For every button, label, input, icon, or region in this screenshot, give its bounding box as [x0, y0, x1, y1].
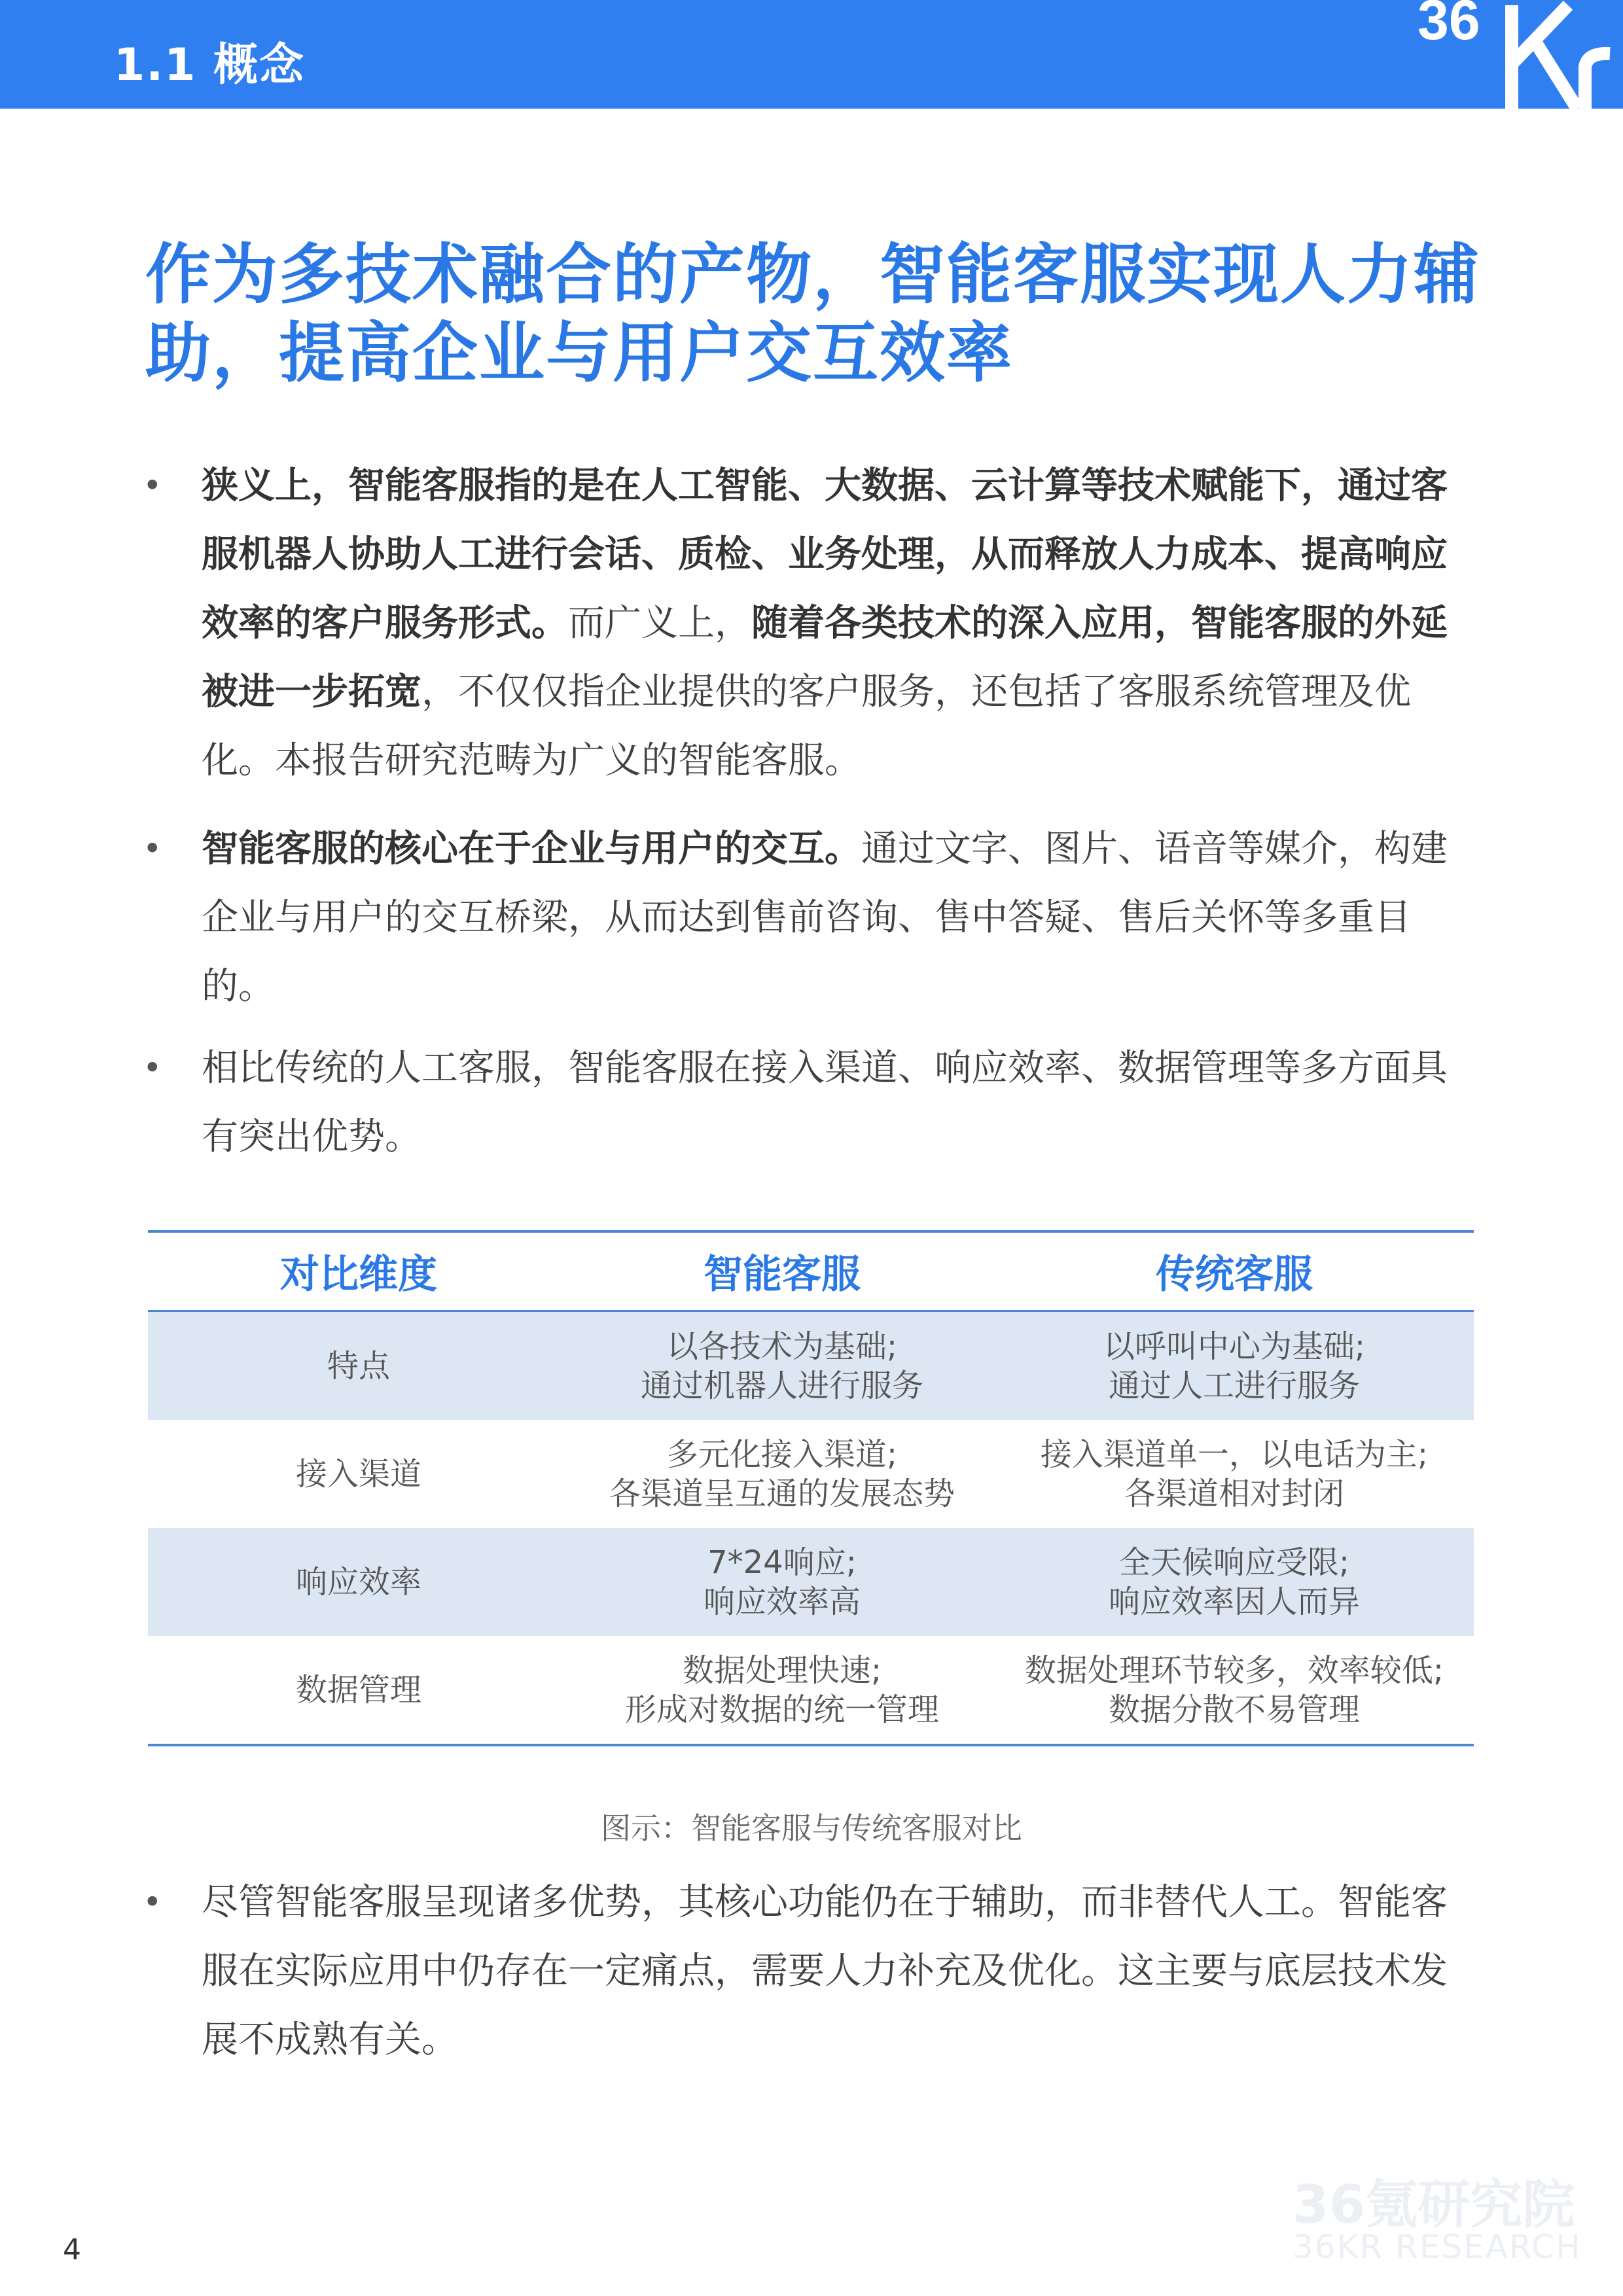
comparison-table: [148, 1230, 1474, 1746]
table-header-row: [148, 1233, 1474, 1310]
page-title: 作为多技术融合的产物，智能客服实现人力辅 助，提高企业与用户交互效率: [145, 236, 1480, 391]
bullet-dot: •: [143, 830, 162, 868]
table-row: [148, 1420, 1474, 1528]
cell-traditional: 以呼叫中心为基础; 通过人工进行服务: [1103, 1328, 1366, 1404]
watermark-cn: 36氪研究院: [1293, 2174, 1575, 2235]
table-caption: 图示：智能客服与传统客服对比: [601, 1810, 1022, 1846]
bullet-advantage: • 相比传统的人工客服，智能客服在接入渠道、响应效率、数据管理等多方面具有突出优势。: [202, 1034, 1478, 1171]
section-label: 1.1 概念: [114, 39, 306, 91]
cell-dimension: 数据管理: [295, 1671, 421, 1708]
cell-smart: 以各技术为基础; 通过机器人进行服务: [640, 1328, 923, 1404]
cell-smart: 7*24响应; 响应效率高: [703, 1544, 861, 1620]
cell-smart: 多元化接入渠道; 各渠道呈互通的发展态势: [609, 1436, 955, 1512]
bullet-dot: •: [143, 467, 162, 504]
cell-smart: 数据处理快速; 形成对数据的统一管理: [624, 1651, 939, 1728]
watermark-en: 36KR RESEARCH: [1293, 2228, 1582, 2266]
36kr-logo: [1414, 0, 1623, 109]
table-row: [148, 1312, 1474, 1420]
bullet-dot: •: [143, 1883, 162, 1921]
cell-traditional: 接入渠道单一，以电话为主; 各渠道相对封闭: [1040, 1436, 1429, 1512]
bullet-definition: • 狭义上，智能客服指的是在人工智能、大数据、云计算等技术赋能下，通过客服机器人协助人工进行会话、质检、业务处理，从而释放人力成本、提高响应效率的客户服务形式。而广义上，随着各类技术的深入应用，智能客服的外延被进一步拓宽，不仅仅指企业提供的客户服务，还包括了客服系统管理及优化。本报告研究范畴为广义的智能客服。: [202, 451, 1478, 795]
header-smart: 智能客服: [704, 1252, 861, 1298]
bullet-limitation: • 尽管智能客服呈现诸多优势，其核心功能仍在于辅助，而非替代人工。智能客服在实际应用中仍存在一定痛点，需要人力补充及优化。这主要与底层技术发展不成熟有关。: [202, 1868, 1478, 2074]
cell-dimension: 接入渠道: [295, 1455, 421, 1492]
bullet-core: • 智能客服的核心在于企业与用户的交互。通过文字、图片、语音等媒介，构建企业与用户的交互桥梁，从而达到售前咨询、售中答疑、售后关怀等多重目的。: [202, 815, 1478, 1021]
svg-text:36: 36: [1418, 0, 1480, 52]
table-row: [148, 1528, 1474, 1636]
cell-dimension: 特点: [327, 1347, 390, 1385]
table-row: [148, 1636, 1474, 1744]
header-bar: [0, 0, 1623, 109]
cell-dimension: 响应效率: [295, 1563, 421, 1600]
page-number: 4: [63, 2233, 81, 2267]
cell-traditional: 数据处理环节较多，效率较低; 数据分散不易管理: [1024, 1651, 1444, 1728]
header-dimension: 对比维度: [280, 1252, 437, 1298]
cell-traditional: 全天候响应受限; 响应效率因人而异: [1108, 1544, 1360, 1620]
header-traditional: 传统客服: [1156, 1252, 1313, 1298]
table-bottom-rule: [148, 1744, 1474, 1746]
bullet-dot: •: [143, 1049, 162, 1087]
